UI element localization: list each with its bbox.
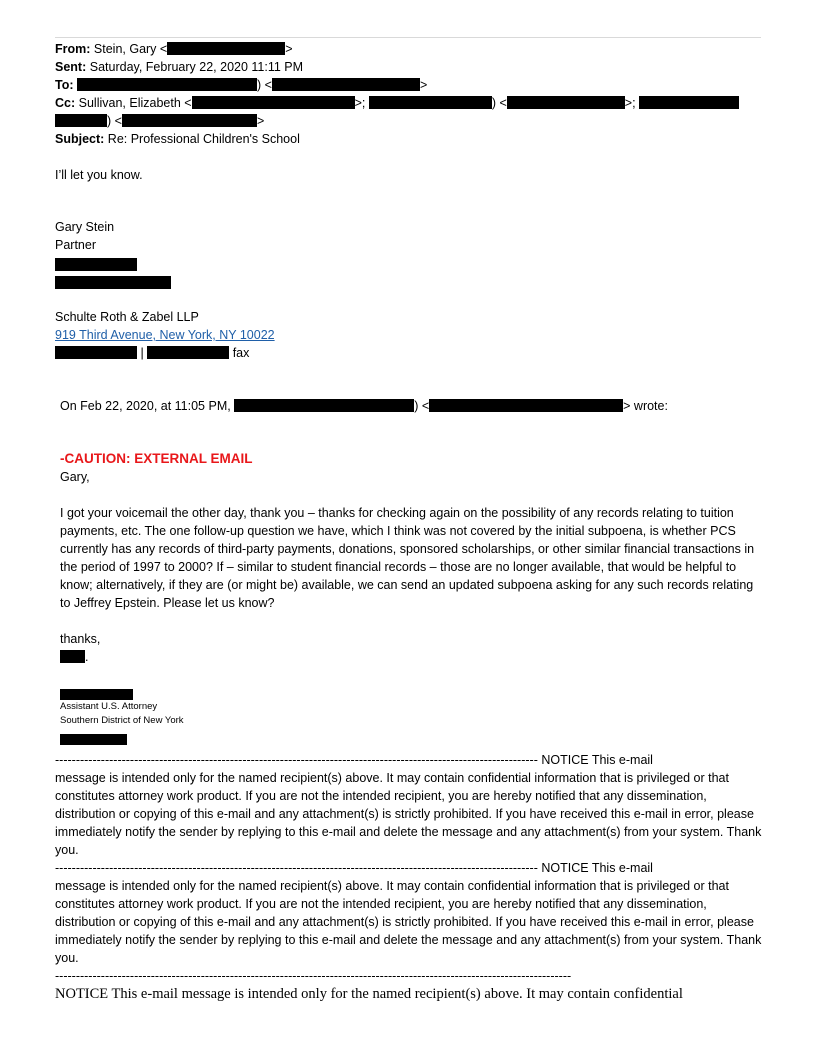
quoted-sig-title: Assistant U.S. Attorney (60, 701, 158, 712)
cc-line: Cc: Sullivan, Elizabeth < >; ) < >; (55, 94, 775, 112)
redaction (77, 78, 257, 91)
redaction (60, 650, 85, 663)
top-divider (55, 37, 761, 38)
quoted-greeting: Gary, (60, 470, 90, 484)
from-line: From: Stein, Gary < > (55, 42, 293, 56)
final-notice: ---------------------------------------------------------------------------------------------------------------------------- NOTICE This e-mail message is intended only for the named recipient(s) above. It may contain confidential (55, 969, 683, 1002)
firm-name: Schulte Roth & Zabel LLP (55, 310, 199, 324)
signature-name: Gary Stein (55, 220, 115, 234)
signature-title: Partner (55, 238, 96, 252)
redaction (192, 96, 355, 109)
redaction (429, 399, 623, 412)
redaction (639, 96, 739, 109)
phone-line: | fax (55, 344, 249, 362)
notice-1: -------------------------------------------------------------------------------------------------------------------- NOTICE This e-mail message is intended only for the named recipient(s) above. It may contain confidential information that is privileged or that constitutes attorney work product. If you are not the intended recipient, you are hereby notified that any dissemination, distribution or copying of this e-mail and any attachment(s) is strictly prohibited. If you have received this e-mail in error, please immediately notify the sender by replying to this e-mail and delete the message and any attachment(s) from your system. Thank you. (55, 753, 762, 857)
redaction (55, 114, 107, 127)
caution-banner: -CAUTION: EXTERNAL EMAIL (60, 451, 253, 466)
redaction (55, 256, 137, 274)
redaction (369, 96, 492, 109)
redaction (55, 274, 171, 292)
address-link[interactable]: 919 Third Avenue, New York, NY 10022 (55, 328, 275, 342)
quoted-thanks: thanks, (60, 632, 101, 646)
quoted-intro: On Feb 22, 2020, at 11:05 PM, ) < > wrote: (60, 399, 668, 413)
redaction (122, 114, 257, 127)
redaction (234, 399, 414, 412)
sent-line: Sent: Saturday, February 22, 2020 11:11 PM (55, 60, 304, 74)
to-line: To: ) < > (55, 78, 428, 92)
notice-2: -------------------------------------------------------------------------------------------------------------------- NOTICE This e-mail message is intended only for the named recipient(s) above. It may contain confidential information that is privileged or that constitutes attorney work product. If you are not the intended recipient, you are hereby notified that any dissemination, distribution or copying of this e-mail and any attachment(s) is strictly prohibited. If you have received this e-mail in error, please immediately notify the sender by replying to this e-mail and delete the message and any attachment(s) from your system. Thank you. (55, 861, 762, 965)
reply-body: I’ll let you know. (55, 168, 143, 182)
quoted-body: I got your voicemail the other day, thank you – thanks for checking again on the possibility of any records relating to tuition payments, etc. The one follow-up question we have, which I think was not covered by the initial subpoena, is whether PCS currently has any records of third-party payments, donations, sponsored scholarships, or other similar financial transactions in the period of 1997 to 2000? If – similar to student financial records – those are no longer available, that would be helpful to know; alternatively, if they are (or might be) available, we can send an updated subpoena asking for any such records relating to Jeffrey Epstein. Please let us know? (60, 506, 755, 610)
subject-line: Subject: Re: Professional Children's School (55, 132, 300, 146)
redaction (507, 96, 625, 109)
redaction (55, 346, 137, 359)
cc-line-2: ) < > (55, 112, 775, 130)
redaction (167, 42, 285, 55)
redaction (147, 346, 229, 359)
redaction (60, 730, 760, 748)
redaction (272, 78, 420, 91)
quoted-initials: . (60, 648, 760, 666)
quoted-sig-office: Southern District of New York (60, 715, 184, 726)
